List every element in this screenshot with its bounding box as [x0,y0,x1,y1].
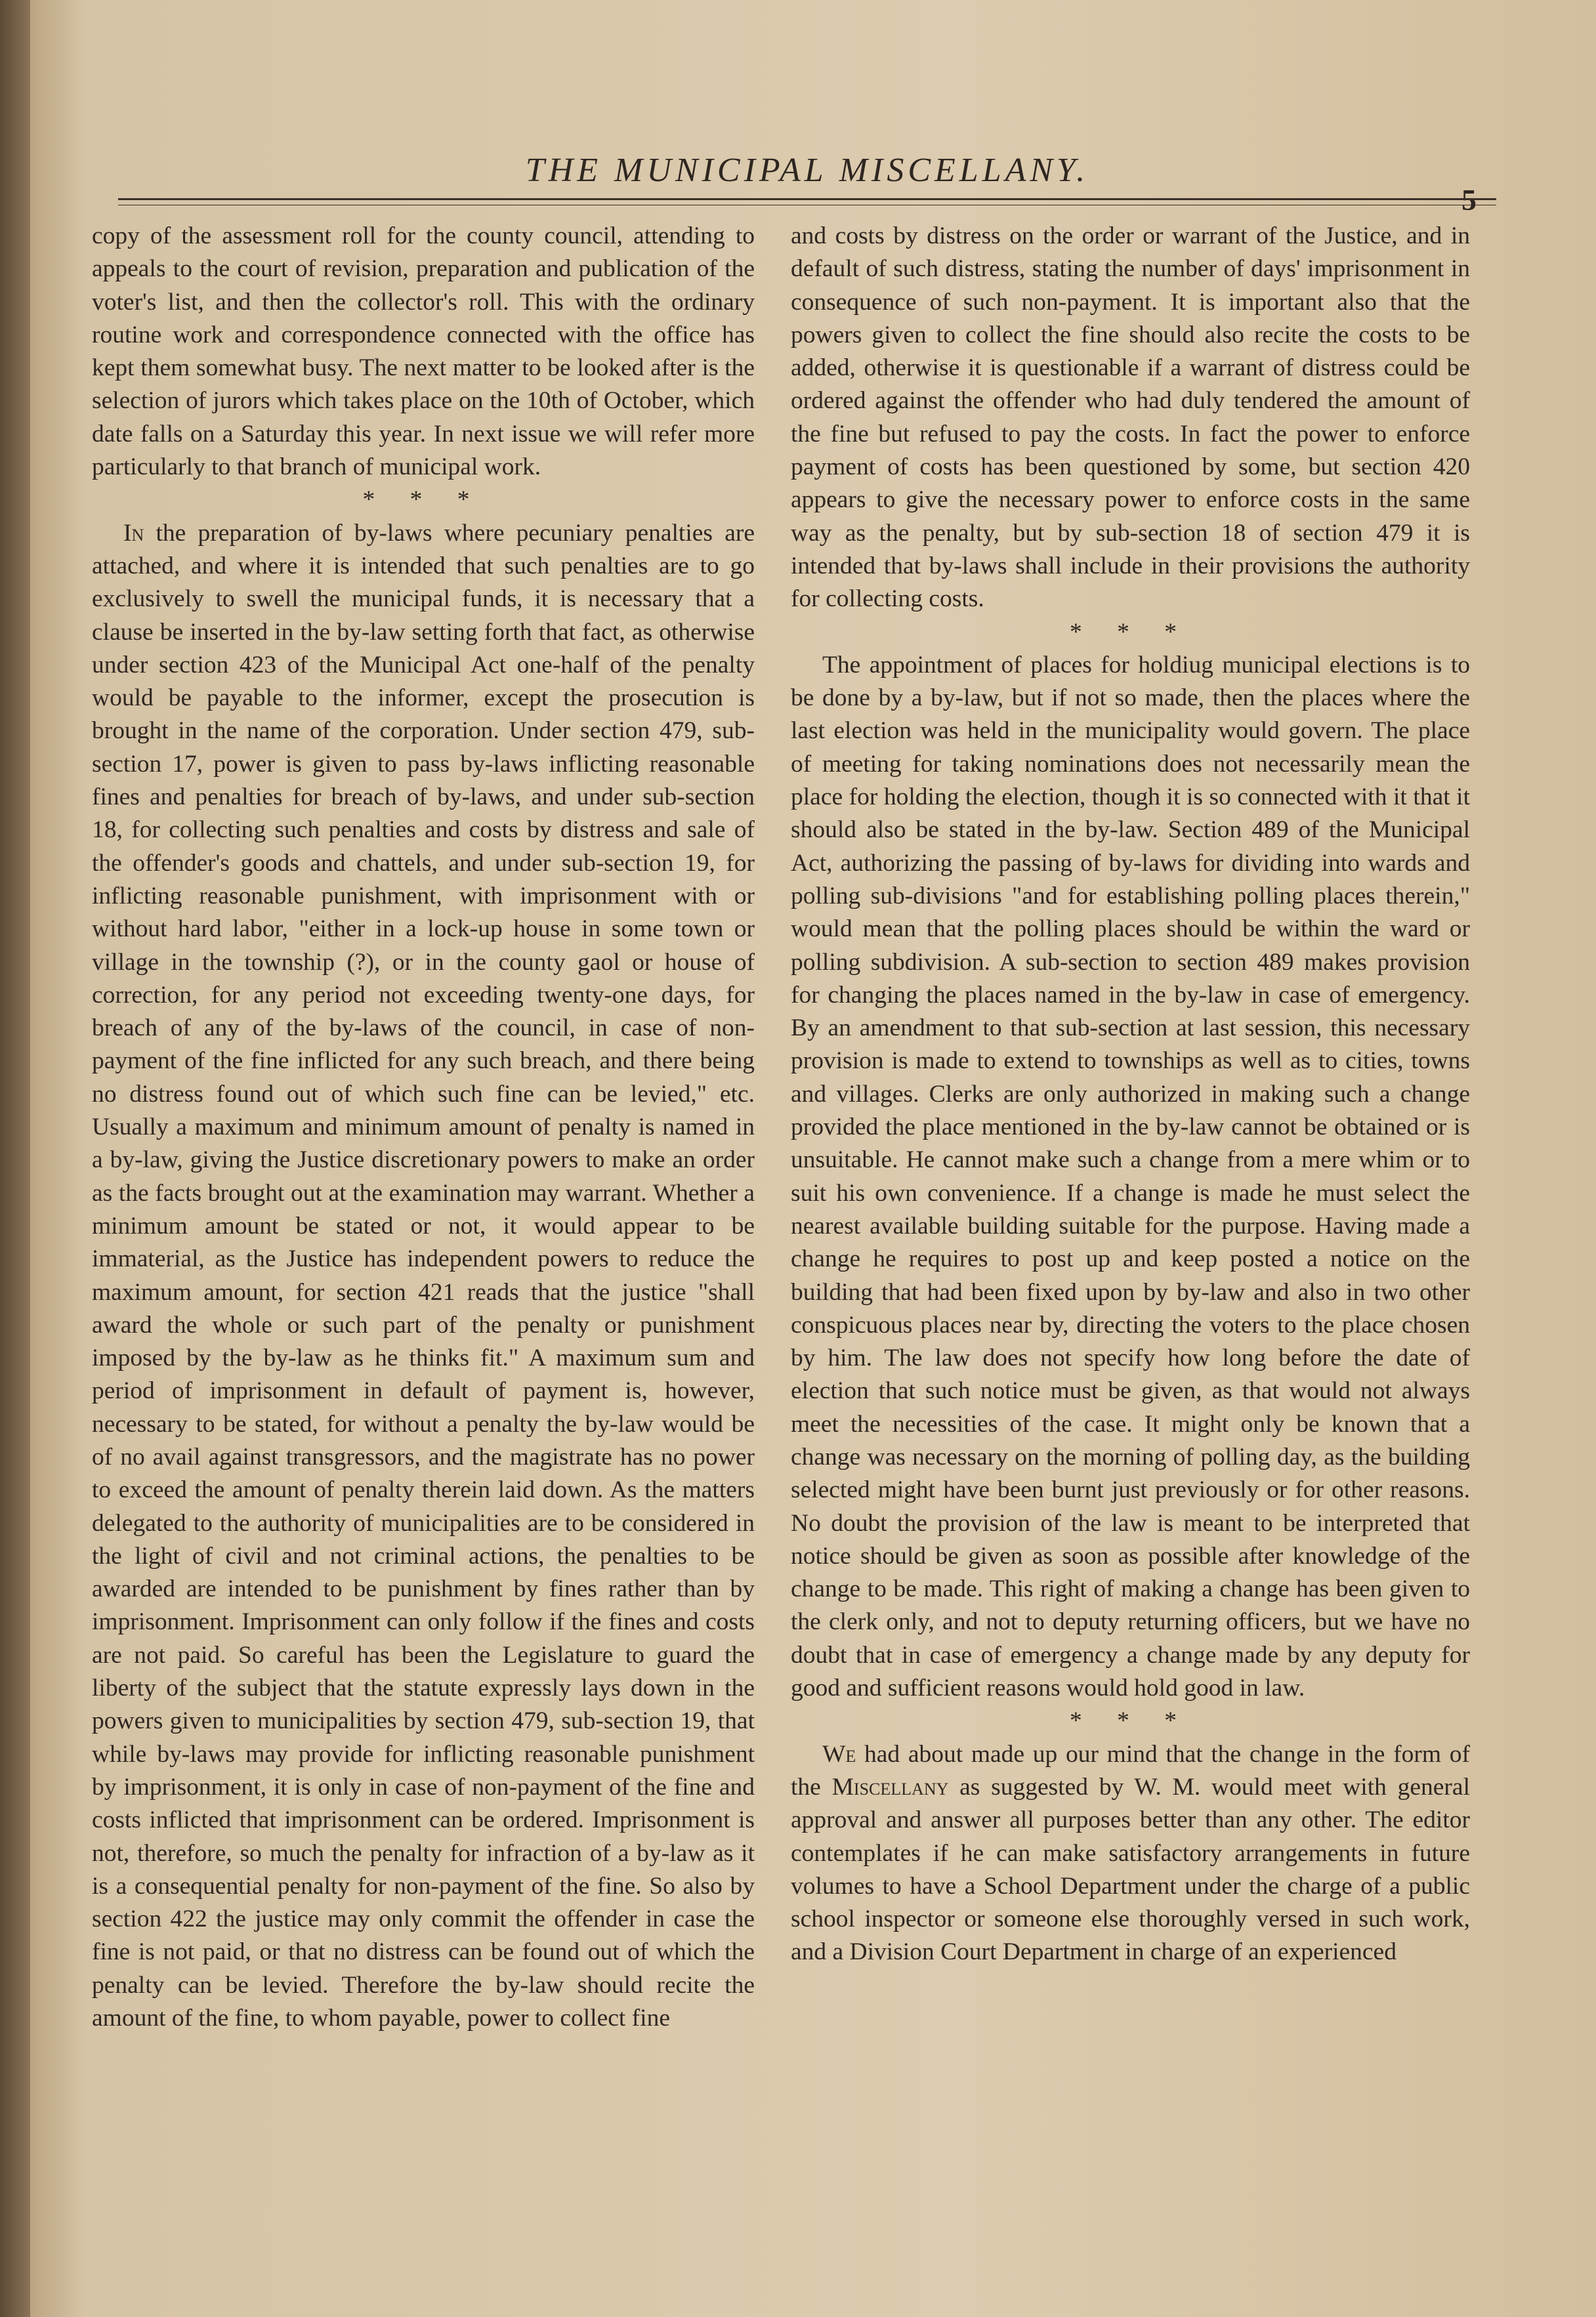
paragraph-bylaw-penalties [92,517,755,2035]
paragraph-editor-note [791,1738,1470,1969]
paragraph-body-b: as suggested by W. M. would meet with general approval and answer all purposes better than any other. The editor contemplates if he can make satisfactory arrangements in future volumes to have a School Department under the charge of a public school inspector or someone else thoroughly versed in such work, and a Division Court Department in charge of an experienced [791,1773,1470,1966]
paragraph-distress-costs: and costs by distress on the order or warrant of the Justice, and in default of such distress, stating the number of days' imprisonment in consequence of such non-payment. It is important also that the powers given to collect the fine should also recite the costs to be added, otherwise it is questionable if a warrant of distress could be ordered against the offender who had duly tendered the amount of the fine but refused to pay the costs. In fact the power to enforce payment of costs has been questioned by some, but section 420 appears to give the necessary power to enforce costs in the same way as the penalty, but by sub-section 18 of section 479 it is intended that by-laws shall include in their provisions the authority for collecting costs. [791,222,1470,613]
left-column [92,220,755,2035]
running-title: THE MUNICIPAL MISCELLANY. [525,152,1089,189]
paragraph-lead-word: We [822,1740,856,1768]
paragraph-polling-places: The appointment of places for holdiug municipal elections is to be done by a by-law, but if not so made, then the places where the last election was held in the municipality would govern. The place of meeting for taking nominations does not necessarily mean the place for holding the election, though it is so connected with it that it should also be stated in the by-law. Section 489 of the Municipal Act, authorizing the passing of by-laws for dividing into wards and polling sub-divisions "and for establishing polling places therein," would mean that the polling places should be within the ward or polling subdivision. A sub-section to section 489 makes provision for changing the places named in the by-law in case of emergency. By an amendment to that sub-section at last session, this necessary provision is made to extend to townships as well as to cities, towns and villages. Clerks are only authorized in making such a change provided the place mentioned in the by-law cannot be obtained or is unsuitable. He cannot make such a change from a mere whim or to suit his own convenience. If a change is made he must select the nearest available building suitable for the purpose. Having made a change he requires to post up and keep posted a notice on the building that had been fixed upon by by-law and also in two other conspicuous places near by, directing the voters to the place chosen by him. The law does not specify how long before the date of election that such notice must be given, as that would not always meet the necessities of the case. It might only be known that a change was necessary on the morning of polling day, as the building selected might have been burnt just previously or for other reasons. No doubt the provision of the law is meant to be interpreted that notice should be given as soon as possible after knowledge of the change to be made. This right of making a change has been given to the clerk only, and not to deputy returning officers, but we have no doubt that in case of emergency a change made by any deputy for good and sufficient reasons would hold good in law. [791,651,1470,1702]
paragraph-assessment-roll: copy of the assessment roll for the county council, attending to appeals to the court of revision, preparation and publication of the voter's list, and then the collector's roll. This with the ordinary routine work and correspondence connected with the office has kept them somewhat busy. The next matter to be looked after is the selection of jurors which takes place on the 10th of October, which date falls on a Saturday this year. In next issue we will refer more particularly to that branch of municipal work. [92,222,755,481]
page-number: 5 [1461,183,1477,217]
right-column [791,220,1470,1969]
header-rule-thick [118,198,1496,200]
section-divider-stars: * * * [362,486,484,514]
section-divider-stars: * * * [1070,1707,1191,1735]
paragraph-body: the preparation of by-laws where pecuniary penalties are attached, and where it is intended that such penalties are to go exclusively to swell the municipal funds, it is necessary that a clause be inserted in the by-law setting forth that fact, as otherwise under section 423 of the Municipal Act one-half of the penalty would be payable to the informer, except the prosecution is brought in the name of the corporation. Under section 479, sub-section 17, power is given to pass by-laws inflicting reasonable fines and penalties for breach of by-laws, and under sub-section 18, for collecting such penalties and costs by distress and sale of the offender's goods and chattels, and under sub-section 19, for inflicting reasonable punishment, with imprisonment with or without hard labor, "either in a lock-up house in some town or village in the township (?), or in the county gaol or house of correction, for any period not exceeding twenty-one days, for breach of any of the by-laws of the council, in case of non-payment of the fine inflicted for any such breach, and there being no distress found out of which such fine can be levied," etc. Usually a maximum and minimum amount of penalty is named in a by-law, giving the Justice discretionary powers to make an order as the facts brought out at the examination may warrant. Whether a minimum amount be stated or not, it would appear to be immaterial, as the Justice has independent powers to reduce the maximum amount, for section 421 reads that the justice "shall award the whole or such part of the penalty or punishment imposed by the by-law as he thinks fit." A maximum sum and period of imprisonment in default of payment is, however, necessary to be stated, for without a penalty the by-law would be of no avail against transgressors, and the magistrate has no power to exceed the amount of penalty therein laid down. As the matters delegated to the authority of municipalities are to be considered in the light of civil and not criminal actions, the penalties to be awarded are intended to be punishment by fines rather than by imprisonment. Imprisonment can only follow if the fines and costs are not paid. So careful has been the Legislature to guard the liberty of the subject that the statute expressly lays down in the powers given to municipalities by section 479, sub-section 19, that while by-laws may provide for inflicting reasonable punishment by imprisonment, it is only in case of non-payment of the fine and costs inflicted that imprisonment can be ordered. Imprisonment is not, therefore, so much the penalty for infraction of a by-law as it is a consequential penalty for non-payment of the fine. So also by section 422 the justice may only commit the offender in case the fine is not paid, or that no distress can be found out of which the penalty can be levied. Therefore the by-law should recite the amount of the fine, to whom payable, power to collect fine [92,519,755,2032]
paragraph-lead-word: In [123,519,144,547]
page-header [118,144,1496,217]
book-binding-edge [0,0,30,2317]
publication-name: Miscellany [831,1773,949,1801]
paragraph-body-a: had about made up our mind that the change in the form of the [791,1740,1470,1801]
section-divider-stars: * * * [1070,618,1191,646]
